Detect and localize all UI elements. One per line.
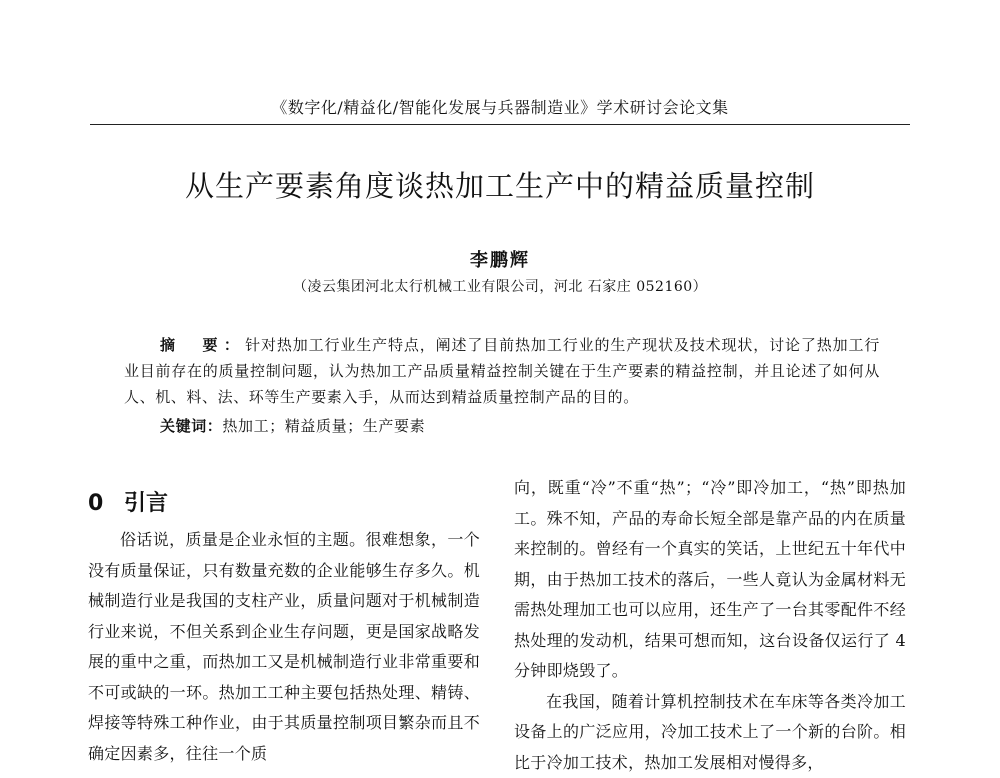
abstract-text: 针对热加工行业生产特点，阐述了目前热加工行业的生产现状及技术现状，讨论了热加工行业目前存在的质量控制问题，认为热加工产品质量精益控制关键在于生产要素的精益控制，并且论述了如何从人、机、料、法、环等生产要素入手，从而达到精益质量控制产品的目的。 <box>124 336 880 406</box>
section-number: 0 <box>88 491 124 516</box>
section-heading <box>88 486 488 517</box>
keywords-text: 热加工；精益质量；生产要素 <box>222 417 425 435</box>
right-paragraph-1: 向，既重“冷”不重“热”；“冷”即冷加工，“热”即热加工。殊不知，产品的寿命长短全部是靠产品的内在质量来控制的。曾经有一个真实的笑话，上世纪五十年代中期，由于热加工技术的落后，一些人竟认为金属材料无需热处理加工也可以应用，还生产了一台其零配件不经热处理的发动机，结果可想而知，这台设备仅运行了 4 分钟即烧毁了。 <box>514 473 906 687</box>
right-paragraph-2: 在我国，随着计算机控制技术在车床等各类冷加工设备上的广泛应用，冷加工技术上了一个新的台阶。相比于冷加工技术，热加工发展相对慢得多， <box>514 687 906 778</box>
keywords-block <box>160 413 880 439</box>
right-column <box>514 473 906 778</box>
abstract-label: 摘 要： <box>160 336 245 354</box>
left-paragraph-1: 俗话说，质量是企业永恒的主题。很难想象，一个没有质量保证，只有数量充数的企业能够生存多久。机械制造行业是我国的支柱产业，质量问题对于机械制造行业来说，不但关系到企业生存问题，更是国家战略发展的重中之重，而热加工又是机械制造行业非常重要和不可或缺的一环。热加工工种主要包括热处理、精铸、焊接等特殊工种作业，由于其质量控制项目繁杂而且不确定因素多，往往一个质 <box>88 525 480 769</box>
section-title: 引言 <box>124 491 168 516</box>
header-rule <box>90 124 910 125</box>
running-header: 《数字化/精益化/智能化发展与兵器制造业》学术研讨会论文集 <box>0 95 1000 118</box>
article-title: 从生产要素角度谈热加工生产中的精益质量控制 <box>0 164 1000 205</box>
article-author: 李鹏辉 <box>0 246 1000 272</box>
keywords-label: 关键词： <box>160 417 222 435</box>
abstract-block <box>124 332 880 410</box>
abstract-paragraph <box>124 332 880 410</box>
author-affiliation: （凌云集团河北太行机械工业有限公司，河北 石家庄 052160） <box>0 276 1000 296</box>
left-column <box>88 525 480 769</box>
